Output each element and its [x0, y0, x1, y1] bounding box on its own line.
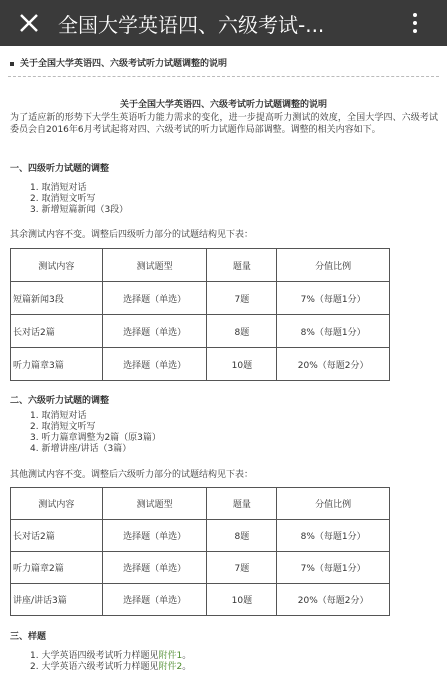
- table-header: 分值比例: [277, 249, 390, 282]
- page-title: 全国大学英语四、六级考试-...: [58, 12, 325, 37]
- table-cell: 20%（每题2分）: [277, 348, 390, 381]
- list-item: 3. 新增短篇新闻（3段）: [30, 205, 129, 215]
- attachment-link[interactable]: 附件2: [158, 662, 183, 672]
- table-cell: 7题: [207, 282, 277, 315]
- table-row: [11, 315, 390, 348]
- table-cell: 7%（每题1分）: [277, 552, 390, 584]
- close-icon[interactable]: [18, 12, 40, 34]
- table-header: 测试内容: [11, 249, 103, 282]
- table-row: [11, 552, 390, 584]
- table-cell: 10题: [207, 348, 277, 381]
- app-bar: [0, 0, 447, 46]
- list-item: 2. 取消短文听写: [30, 422, 96, 432]
- table-cell: 选择题（单选）: [102, 315, 207, 348]
- section1-note: 其余测试内容不变。调整后四级听力部分的试题结构见下表：: [10, 230, 254, 240]
- list-item: 1. 取消短对话: [30, 183, 87, 193]
- divider: [8, 76, 439, 77]
- bullet-icon: [10, 62, 14, 66]
- table-cell: 20%（每题2分）: [277, 584, 390, 616]
- table-header: 分值比例: [277, 488, 390, 520]
- more-vert-icon[interactable]: [413, 12, 417, 34]
- list-item: 1. 大学英语四级考试听力样题见附件1。: [30, 651, 192, 661]
- table-row: [11, 282, 390, 315]
- table-header-row: [11, 488, 390, 520]
- table-header: 题量: [207, 249, 277, 282]
- table-cell: 长对话2篇: [11, 520, 103, 552]
- table-cell: 选择题（单选）: [102, 552, 207, 584]
- table-cell: 8题: [207, 520, 277, 552]
- list-item: 1. 取消短对话: [30, 411, 87, 421]
- table-cell: 8%（每题1分）: [277, 315, 390, 348]
- table-cell: 选择题（单选）: [102, 282, 207, 315]
- table-header: 测试题型: [102, 249, 207, 282]
- cet6-listening-table: [10, 487, 390, 616]
- table-cell: 7题: [207, 552, 277, 584]
- section2-heading: 二、六级听力试题的调整: [10, 396, 110, 406]
- list-item: 2. 大学英语六级考试听力样题见附件2。: [30, 662, 192, 672]
- table-header-row: [11, 249, 390, 282]
- section3-list: [30, 651, 191, 673]
- table-cell: 7%（每题1分）: [277, 282, 390, 315]
- table-cell: 8题: [207, 315, 277, 348]
- table-cell: 选择题（单选）: [102, 348, 207, 381]
- intro-paragraph: 为了适应新的形势下大学生英语听力能力需求的变化，进一步提高听力测试的效度，全国大学四、六级考试委员会自2016年6月考试起将对四、六级考试的听力试题作局部调整。调整的相关内容如下。: [10, 113, 438, 135]
- section1-list: [30, 183, 128, 216]
- table-cell: 短篇新闻3段: [11, 282, 103, 315]
- table-cell: 听力篇章2篇: [11, 552, 103, 584]
- table-cell: 8%（每题1分）: [277, 520, 390, 552]
- notice-heading: 关于全国大学英语四、六级考试听力试题调整的说明: [10, 56, 227, 69]
- attachment-link[interactable]: 附件1: [158, 651, 183, 661]
- list-item: 2. 取消短文听写: [30, 194, 96, 204]
- section2-note: 其他测试内容不变。调整后六级听力部分的试题结构见下表：: [10, 470, 254, 480]
- table-cell: 选择题（单选）: [102, 584, 207, 616]
- table-row: [11, 584, 390, 616]
- article-title: 关于全国大学英语四、六级考试听力试题调整的说明: [119, 100, 327, 110]
- table-header: 测试题型: [102, 488, 207, 520]
- section3-heading: 三、样题: [10, 632, 47, 642]
- section1-heading: 一、四级听力试题的调整: [10, 164, 110, 174]
- cet4-listening-table: [10, 248, 390, 381]
- table-cell: 讲座/讲话3篇: [11, 584, 103, 616]
- table-cell: 10题: [207, 584, 277, 616]
- table-cell: 听力篇章3篇: [11, 348, 103, 381]
- table-cell: 选择题（单选）: [102, 520, 207, 552]
- list-item: 4. 新增讲座/讲话（3篇）: [30, 444, 132, 454]
- table-row: [11, 520, 390, 552]
- table-header: 测试内容: [11, 488, 103, 520]
- table-row: [11, 348, 390, 381]
- table-header: 题量: [207, 488, 277, 520]
- table-cell: 长对话2篇: [11, 315, 103, 348]
- list-item: 3. 听力篇章调整为2篇（原3篇）: [30, 433, 161, 443]
- section2-list: [30, 411, 161, 455]
